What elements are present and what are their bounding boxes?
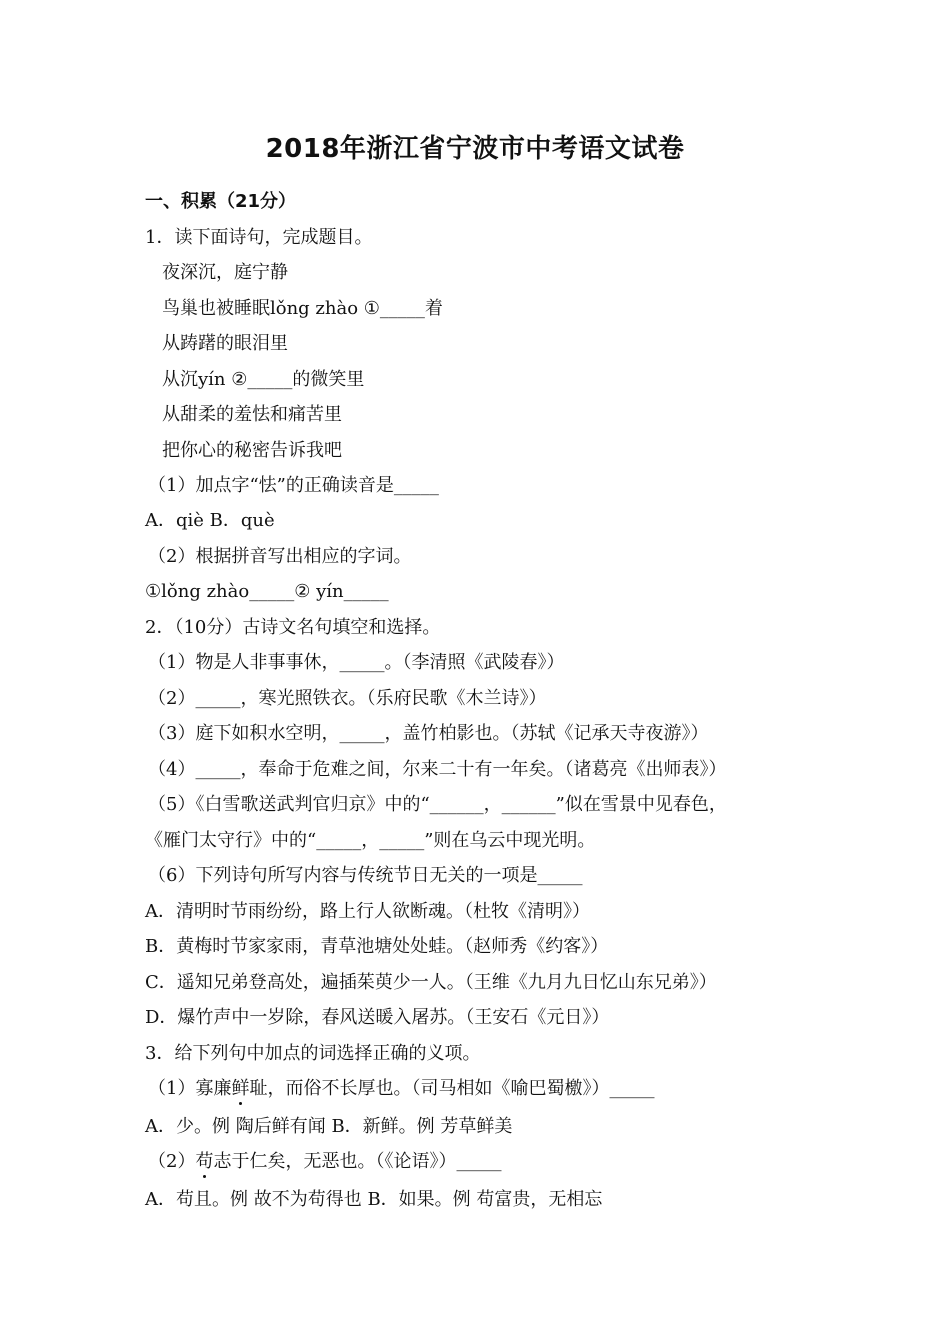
question-1-stem: 1．读下面诗句，完成题目。 xyxy=(145,227,373,248)
poem-line: 把你心的秘密告诉我吧 xyxy=(162,440,342,461)
question-3-sub2-options: A．苟且。例 故不为苟得也 B．如果。例 苟富贵，无相忘 xyxy=(145,1189,603,1210)
sub1-prefix: （1）寡廉 xyxy=(148,1078,232,1099)
poem-line: 从甜柔的羞怯和痛苦里 xyxy=(162,404,342,425)
question-2-item: （6）下列诗句所写内容与传统节日无关的一项是_____ xyxy=(148,865,583,886)
question-3-stem: 3．给下列句中加点的词选择正确的义项。 xyxy=(145,1043,481,1064)
poem-line: 从踌躇的眼泪里 xyxy=(162,333,288,354)
question-3-sub1 xyxy=(148,1077,654,1101)
sub1-suffix: 耻，而俗不长厚也。（司马相如《喻巴蜀檄》）_____ xyxy=(249,1078,655,1099)
question-1-sub2: （2）根据拼音写出相应的字词。 xyxy=(148,546,412,567)
question-2-option: D．爆竹声中一岁除，春风送暖入屠苏。（王安石《元日》） xyxy=(145,1007,610,1028)
question-1-sub1: （1）加点字“怯”的正确读音是_____ xyxy=(148,475,439,496)
dotted-char: 苟 xyxy=(195,1151,214,1172)
question-2-option: A．清明时节雨纷纷，路上行人欲断魂。（杜牧《清明》） xyxy=(145,901,590,922)
question-2-item: （3）庭下如积水空明，_____，盖竹柏影也。（苏轼《记承天寺夜游》） xyxy=(148,723,709,744)
question-2-option: C．遥知兄弟登高处，遍插茱萸少一人。（王维《九月九日忆山东兄弟》） xyxy=(145,972,717,993)
poem-line: 夜深沉，庭宁静 xyxy=(162,262,288,283)
question-3-sub1-options: A．少。例 陶后鲜有闻 B．新鲜。例 芳草鲜美 xyxy=(145,1116,513,1137)
question-2-item: （2）_____，寒光照铁衣。（乐府民歌《木兰诗》） xyxy=(148,688,547,709)
question-2-item: （4）_____，奉命于危难之间，尔来二十有一年矣。（诸葛亮《出师表》） xyxy=(148,759,727,780)
sub2-prefix: （2） xyxy=(148,1151,196,1172)
question-3-sub2 xyxy=(148,1150,501,1174)
question-2-stem: 2．（10分）古诗文名句填空和选择。 xyxy=(145,617,441,638)
question-2-option: B．黄梅时节家家雨，青草池塘处处蛙。（赵师秀《约客》） xyxy=(145,936,609,957)
question-1-sub2-answer: ①lǒng zhào_____② yín_____ xyxy=(145,581,389,602)
section-heading: 一、积累（21分） xyxy=(145,191,297,212)
question-1-sub1-options: A．qiè B．què xyxy=(145,510,275,531)
poem-line: 鸟巢也被睡眠lǒng zhào ①_____着 xyxy=(162,298,443,319)
sub2-suffix: 志于仁矣，无恶也。（《论语》）_____ xyxy=(213,1151,502,1172)
exam-title: 2018年浙江省宁波市中考语文试卷 xyxy=(265,134,685,164)
poem-line: 从沉yín ②_____的微笑里 xyxy=(162,369,365,390)
question-2-item: （1）物是人非事事休，_____。（李清照《武陵春》） xyxy=(148,652,565,673)
dotted-char: 鲜 xyxy=(231,1078,250,1099)
question-2-item: 《雁门太守行》中的“_____，_____”则在乌云中现光明。 xyxy=(145,830,596,851)
question-2-item: （5）《白雪歌送武判官归京》中的“______，______”似在雪景中见春色， xyxy=(148,794,727,815)
